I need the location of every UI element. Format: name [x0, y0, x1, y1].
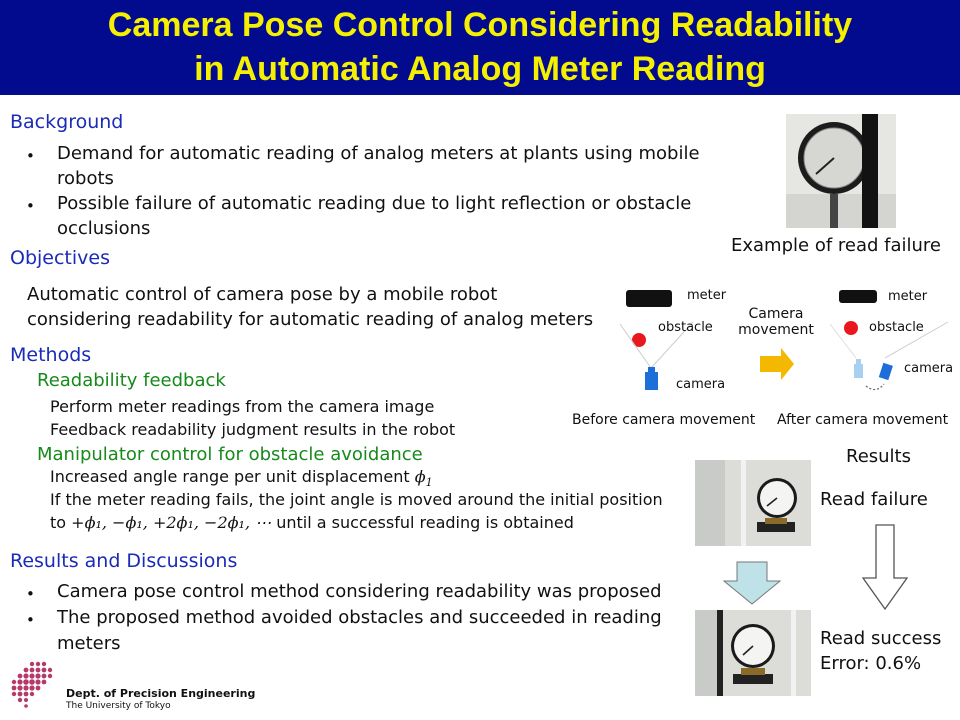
line-3-prefix: to [50, 513, 67, 532]
obstacle-label-after: obstacle [869, 320, 924, 335]
title-bar [0, 0, 960, 95]
phi-symbol: ϕ [414, 467, 426, 486]
manipulator-control-heading: Manipulator control for obstacle avoidance [37, 444, 423, 465]
camera-label-before: camera [676, 377, 726, 392]
read-failure-example-photo [786, 114, 896, 228]
bullet-icon: • [26, 585, 35, 603]
down-arrow-blue [723, 561, 781, 605]
movement-arrow-icon [760, 348, 794, 380]
results-bullet-2-line-2: meters [57, 633, 121, 654]
title-line-2: in Automatic Analog Meter Reading [194, 50, 766, 88]
camera-movement-line-1: Camera [748, 306, 804, 322]
meter-photo-icon [695, 460, 811, 546]
background-heading: Background [10, 111, 124, 133]
results-discussions-heading: Results and Discussions [10, 550, 238, 572]
manipulator-control-line-3 [50, 513, 574, 532]
readability-feedback-heading: Readability feedback [37, 370, 226, 391]
obstacle-icon [844, 321, 858, 335]
camera-label-after: camera [904, 361, 954, 376]
objectives-line-1: Automatic control of camera pose by a mobile robot [27, 284, 498, 305]
objectives-heading: Objectives [10, 247, 110, 269]
obstacle-icon [632, 333, 646, 347]
dot-grid-logo-icon [6, 660, 62, 712]
manipulator-control-line-2: If the meter reading fails, the joint angle is moved around the initial position [50, 490, 663, 509]
manipulator-control-line-1-text: Increased angle range per unit displacement [50, 467, 410, 486]
read-failure-photo [695, 460, 811, 546]
readability-feedback-line-1: Perform meter readings from the camera image [50, 397, 435, 416]
meter-label-after: meter [888, 289, 928, 304]
angle-sequence: +ϕ₁, −ϕ₁, +2ϕ₁, −2ϕ₁, ⋯ [71, 513, 272, 532]
down-arrow-icon [723, 561, 781, 605]
readability-feedback-line-2: Feedback readability judgment results in the robot [50, 420, 456, 439]
bullet-icon: • [26, 611, 35, 629]
university-logo [6, 660, 62, 712]
bullet-icon: • [26, 147, 35, 165]
results-bullet-1: Camera pose control method considering readability was proposed [57, 581, 662, 602]
read-failure-label: Read failure [820, 489, 928, 510]
camera-icon [645, 372, 658, 390]
meter-photo-icon [786, 114, 896, 228]
down-arrow-white [862, 524, 908, 610]
camera-movement-line-2: movement [738, 322, 814, 338]
down-arrow-icon [862, 524, 908, 610]
before-movement-caption: Before camera movement [572, 412, 756, 428]
read-success-label: Read success [820, 628, 942, 649]
objectives-line-2: considering readability for automatic reading of analog meters [27, 309, 594, 330]
results-heading: Results [846, 446, 911, 467]
logo-line-2: The University of Tokyo [66, 701, 171, 711]
meter-icon [626, 290, 672, 307]
read-success-photo [695, 610, 811, 696]
bullet-icon: • [26, 197, 35, 215]
after-movement-caption: After camera movement [777, 412, 949, 428]
line-3-suffix: until a successful reading is obtained [276, 513, 574, 532]
results-bullet-2-line-1: The proposed method avoided obstacles and succeeded in reading [57, 607, 662, 628]
meter-icon [839, 290, 877, 303]
background-bullet-2-line-2: occlusions [57, 218, 151, 239]
methods-heading: Methods [10, 344, 92, 366]
moved-camera-icon [879, 363, 893, 380]
background-bullet-2-line-1: Possible failure of automatic reading due to light reflection or obstacle [57, 193, 692, 214]
title-line-1: Camera Pose Control Considering Readability [107, 6, 853, 44]
logo-line-1: Dept. of Precision Engineering [66, 687, 256, 700]
background-bullet-1-line-2: robots [57, 168, 114, 189]
obstacle-label-before: obstacle [658, 320, 713, 335]
background-bullet-1-line-1: Demand for automatic reading of analog meters at plants using mobile [57, 143, 700, 164]
meter-photo-icon [695, 610, 811, 696]
phi-subscript: 1 [425, 476, 433, 490]
initial-camera-icon [854, 364, 863, 378]
error-label: Error: 0.6% [820, 653, 922, 674]
camera-movement-label [736, 306, 816, 338]
read-failure-caption: Example of read failure [731, 235, 941, 256]
meter-label-before: meter [687, 288, 727, 303]
manipulator-control-line-1 [50, 467, 433, 489]
